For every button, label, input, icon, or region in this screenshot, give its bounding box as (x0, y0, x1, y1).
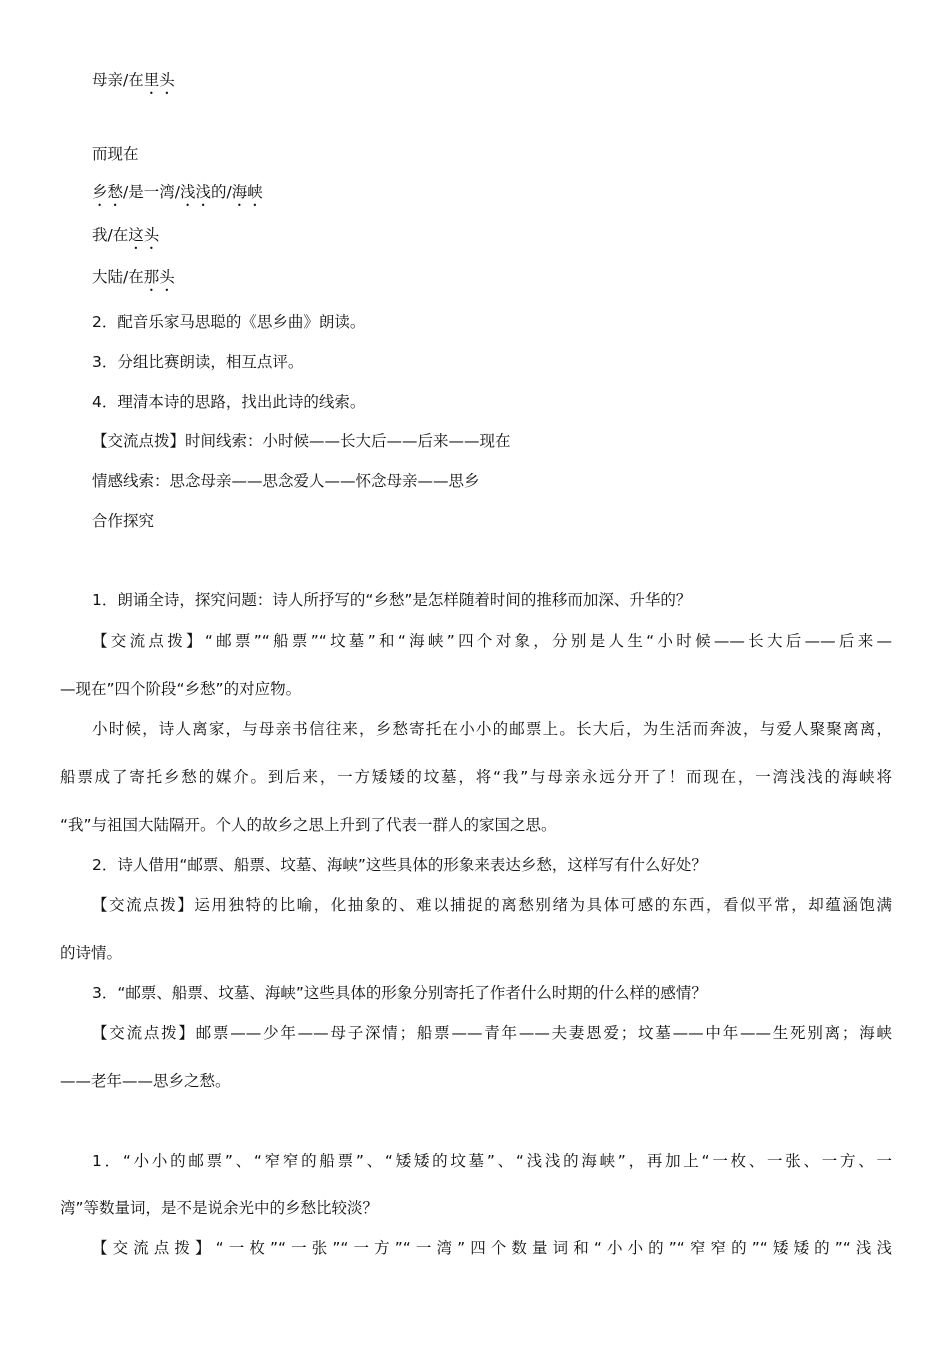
question-4-line-2: 湾”等数量词，是不是说余光中的乡愁比较淡？ (60, 1199, 379, 1217)
time-clue: 【交流点拨】时间线索：小时候——长大后——后来——现在 (92, 432, 511, 450)
emotion-clue: 情感线索：思念母亲——思念爱人——怀念母亲——思乡 (92, 472, 480, 490)
answer-3-line-2: ——老年——思乡之愁。 (60, 1072, 231, 1090)
answer-1-line-1: 【交流点拨】“邮票”“船票”“坟墓”和“海峡”四个对象，分别是人生“小时候——长大后——后来— (92, 632, 892, 650)
paragraph-line-1: 小时候，诗人离家，与母亲书信往来，乡愁寄托在小小的邮票上。长大后，为生活而奔波，与爱人聚聚离离， (92, 720, 892, 738)
answer-2-line-1: 【交流点拨】运用独特的比喻，化抽象的、难以捕捉的离愁别绪为具体可感的东西，看似平常，却蕴涵饱满 (92, 896, 892, 914)
poem-line-me: 我/在这头 (92, 226, 160, 244)
answer-3-line-1: 【交流点拨】邮票——少年——母子深情；船票——青年——夫妻恩爱；坟墓——中年——生死别离；海峡 (92, 1024, 892, 1042)
question-1: 1．朗诵全诗，探究问题：诗人所抒写的“乡愁”是怎样随着时间的推移而加深、升华的？ (92, 591, 692, 609)
poem-line-now: 而现在 (92, 145, 139, 163)
answer-1-line-2: —现在”四个阶段“乡愁”的对应物。 (60, 680, 302, 698)
poem-line-strait: 乡愁/是一湾/浅浅的/海峡 (92, 183, 263, 201)
paragraph-line-2: 船票成了寄托乡愁的媒介。到后来，一方矮矮的坟墓，将“我”与母亲永远分开了！而现在，一湾浅浅的海峡将 (60, 768, 892, 786)
question-2: 2．诗人借用“邮票、船票、坟墓、海峡”这些具体的形象来表达乡愁，这样写有什么好处？ (92, 856, 707, 874)
poem-line-mother: 母亲/在里头 (92, 71, 175, 89)
paragraph-line-3: “我”与祖国大陆隔开。个人的故乡之思上升到了代表一群人的家国之思。 (60, 816, 557, 834)
answer-4-line-1: 【交流点拨】“一枚”“一张”“一方”“一湾”四个数量词和“小小的”“窄窄的”“矮矮的”“浅浅 (92, 1239, 892, 1257)
step-2: 2．配音乐家马思聪的《思乡曲》朗读。 (92, 313, 366, 331)
step-4: 4．理清本诗的思路，找出此诗的线索。 (92, 393, 366, 411)
poem-line-mainland: 大陆/在那头 (92, 268, 175, 286)
step-3: 3．分组比赛朗读，相互点评。 (92, 353, 304, 371)
section-title: 合作探究 (92, 512, 155, 530)
question-4-line-1: 1．“小小的邮票”、“窄窄的船票”、“矮矮的坟墓”、“浅浅的海峡”，再加上“一枚、一张、一方、一 (92, 1152, 892, 1170)
question-3: 3．“邮票、船票、坟墓、海峡”这些具体的形象分别寄托了作者什么时期的什么样的感情？ (92, 984, 707, 1002)
answer-2-line-2: 的诗情。 (60, 944, 123, 962)
